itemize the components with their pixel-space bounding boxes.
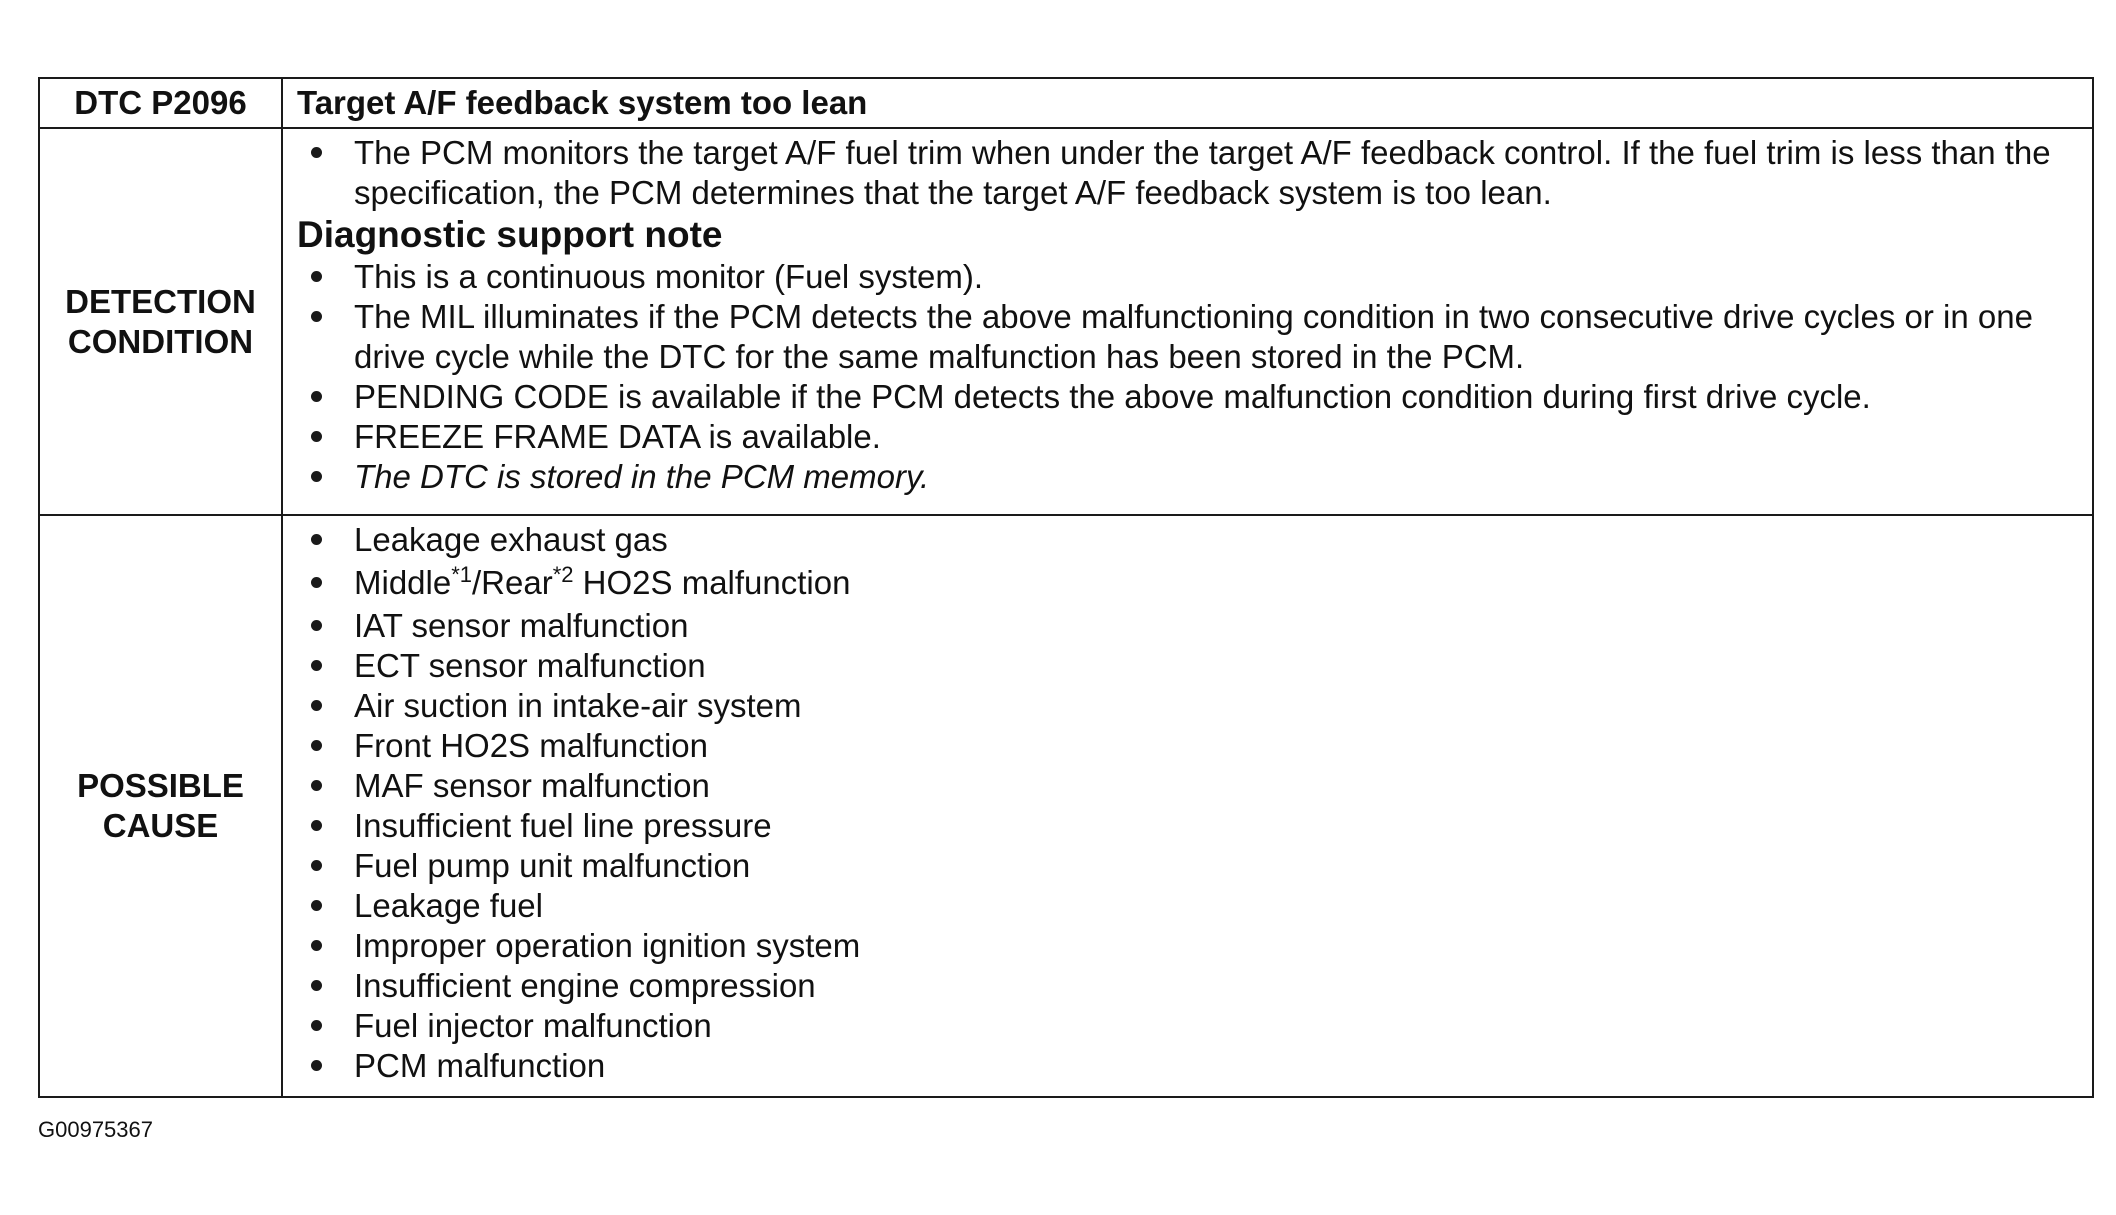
- cause-text: Front HO2S malfunction: [354, 727, 708, 764]
- bullet-icon: [311, 820, 322, 831]
- list-item: [297, 646, 2078, 686]
- list-item: [297, 560, 2078, 606]
- list-item: [297, 846, 2078, 886]
- note-text: FREEZE FRAME DATA is available.: [354, 418, 881, 455]
- list-item: [297, 1006, 2078, 1046]
- middle-prefix: Middle: [354, 564, 452, 601]
- dtc-table: [38, 77, 2094, 1098]
- list-item: [297, 806, 2078, 846]
- dtc-title: Target A/F feedback system too lean: [282, 78, 2093, 128]
- bullet-icon: [311, 940, 322, 951]
- note-text: The DTC is stored in the PCM memory.: [354, 458, 930, 495]
- list-item: [297, 606, 2078, 646]
- bullet-icon: [311, 577, 322, 588]
- bullet-icon: [311, 534, 322, 545]
- bullet-icon: [311, 980, 322, 991]
- bullet-icon: [311, 700, 322, 711]
- bullet-icon: [311, 900, 322, 911]
- cause-text: Insufficient engine compression: [354, 967, 816, 1004]
- detection-label-line2: CONDITION: [67, 322, 254, 360]
- cause-text: Fuel pump unit malfunction: [354, 847, 751, 884]
- cause-label-line1: POSSIBLE: [77, 767, 244, 804]
- note-text: This is a continuous monitor (Fuel system).: [354, 258, 984, 295]
- bullet-icon: [311, 620, 322, 631]
- detection-row: [39, 128, 2093, 515]
- dtc-code: DTC P2096: [39, 78, 282, 128]
- list-item: [297, 520, 2078, 560]
- list-item: [297, 966, 2078, 1006]
- cause-label: [39, 515, 282, 1097]
- detection-label: [39, 128, 282, 515]
- list-item: [297, 257, 2078, 297]
- cause-text: IAT sensor malfunction: [354, 607, 689, 644]
- list-item: [297, 377, 2078, 417]
- bullet-icon: [311, 1060, 322, 1071]
- bullet-icon: [311, 311, 322, 322]
- figure-id: G00975367: [38, 1117, 153, 1142]
- cause-row: [39, 515, 2093, 1097]
- cause-list: [297, 520, 2078, 1086]
- note-text: PENDING CODE is available if the PCM detects the above malfunction condition during first drive cycle.: [354, 378, 1871, 415]
- bullet-icon: [311, 860, 322, 871]
- cause-text: Fuel injector malfunction: [354, 1007, 712, 1044]
- bullet-icon: [311, 740, 322, 751]
- middle-suffix: HO2S malfunction: [573, 564, 851, 601]
- detection-label-line1: DETECTION: [65, 282, 256, 320]
- list-item: [297, 133, 2078, 213]
- detection-intro-list: [297, 133, 2078, 213]
- list-item: [297, 726, 2078, 766]
- note-text: The MIL illuminates if the PCM detects the above malfunctioning condition in two consecutive drive cycles or in one drive cycle while the DTC for the same malfunction has been stored in the PCM.: [354, 298, 2033, 375]
- footnote-ref-1: *1: [451, 562, 473, 587]
- bullet-icon: [311, 391, 322, 402]
- cause-text-middle: [354, 564, 850, 601]
- bullet-icon: [311, 271, 322, 282]
- cause-text: Air suction in intake-air system: [354, 687, 802, 724]
- list-item: [297, 926, 2078, 966]
- footnote-ref-2: *2: [552, 562, 574, 587]
- detection-content: [282, 128, 2093, 515]
- bullet-icon: [311, 471, 322, 482]
- list-item: [297, 686, 2078, 726]
- list-item: [297, 1046, 2078, 1086]
- list-item: [297, 417, 2078, 457]
- cause-text: PCM malfunction: [354, 1047, 606, 1084]
- support-note-heading: Diagnostic support note: [297, 214, 723, 255]
- cause-text: Improper operation ignition system: [354, 927, 861, 964]
- support-note-list: [297, 257, 2078, 497]
- cause-text: MAF sensor malfunction: [354, 767, 710, 804]
- header-row: [39, 78, 2093, 128]
- bullet-icon: [311, 1020, 322, 1031]
- bullet-icon: [311, 660, 322, 671]
- cause-text: ECT sensor malfunction: [354, 647, 706, 684]
- cause-text: Leakage fuel: [354, 887, 543, 924]
- list-item: [297, 766, 2078, 806]
- list-item: [297, 886, 2078, 926]
- cause-label-line2: CAUSE: [102, 807, 219, 844]
- detection-intro-text: The PCM monitors the target A/F fuel trim when under the target A/F feedback control. If the fuel trim is less than the specification, the PCM determines that the target A/F feedback system is too lean.: [354, 134, 2051, 211]
- cause-text: Insufficient fuel line pressure: [354, 807, 772, 844]
- list-item: [297, 457, 2078, 497]
- cause-content: [282, 515, 2093, 1097]
- bullet-icon: [311, 431, 322, 442]
- list-item: [297, 297, 2078, 377]
- cause-text: Leakage exhaust gas: [354, 521, 668, 558]
- bullet-icon: [311, 147, 322, 158]
- bullet-icon: [311, 780, 322, 791]
- middle-mid: /Rear: [472, 564, 553, 601]
